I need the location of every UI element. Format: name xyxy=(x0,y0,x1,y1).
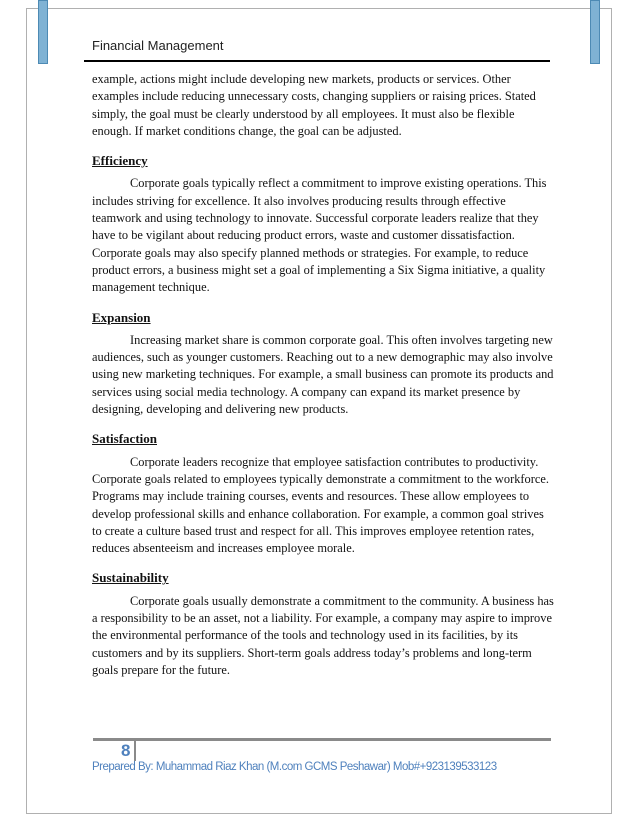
page-number-separator xyxy=(134,741,136,761)
right-decorative-bar xyxy=(590,0,600,64)
header-divider xyxy=(84,60,550,62)
left-decorative-bar xyxy=(38,0,48,64)
page-number: 8 xyxy=(121,741,131,760)
intro-paragraph: example, actions might include developing new markets, products or services. Other examples include reducing unnecessary costs, changing suppliers or raising prices. Stated simply, the goal must be clearly understood by all employees. It must also be flexible enough. If market conditions change, the goal can be adjusted. xyxy=(92,72,536,138)
section-body-sustainability: Corporate goals usually demonstrate a commitment to the community. A business has a responsibility to be an asset, not a liability. For example, a company may aspire to improve the environmental performance of the tools and technology used in its facilities, by its customers and by its suppliers. Short-term goals address today’s problems and long-term goals prepare for the future. xyxy=(92,593,554,677)
section-heading-satisfaction: Satisfaction xyxy=(92,431,157,447)
section-body-efficiency: Corporate goals typically reflect a commitment to improve existing operations. This includes striving for excellence. It also involves producing results through effective teamwork and using technology to innovate. Successful corporate leaders realize that they have to be vigilant about reducing product errors, waste and customer dissatisfaction. Corporate goals may also specify planned methods or strategies. For example, to reduce product errors, a business might set a goal of implementing a Six Sigma initiative, a quality management technique. xyxy=(92,176,547,295)
section-body-satisfaction: Corporate leaders recognize that employee satisfaction contributes to productivity. Corporate goals related to employees typically demonstrate a commitment to the workforce. Programs may include training courses, events and resources. These allow employees to develop professional skills and enhance collaboration. For example, a common goal strives to create a culture based trust and respect for all. This improves employee retention rates, reduces absenteeism and increases employee morale. xyxy=(92,454,549,556)
header-title: Financial Management xyxy=(92,38,224,53)
section-heading-efficiency: Efficiency xyxy=(92,153,148,169)
section-heading-sustainability: Sustainability xyxy=(92,570,169,586)
section-heading-expansion: Expansion xyxy=(92,309,151,325)
section-body-expansion: Increasing market share is common corporate goal. This often involves targeting new audiences, such as younger customers. Reaching out to a new demographic may also involve using new marketing techniques. For example, a small business can promote its products and services using social media technology. A company can expand its market presence by designing, developing and delivering new products. xyxy=(92,332,554,417)
footer-prepared-by: Prepared By: Muhammad Riaz Khan (M.com GCMS Peshawar) Mob#+923139533123 xyxy=(92,761,497,773)
footer-divider xyxy=(93,738,551,741)
document-body xyxy=(92,71,554,679)
